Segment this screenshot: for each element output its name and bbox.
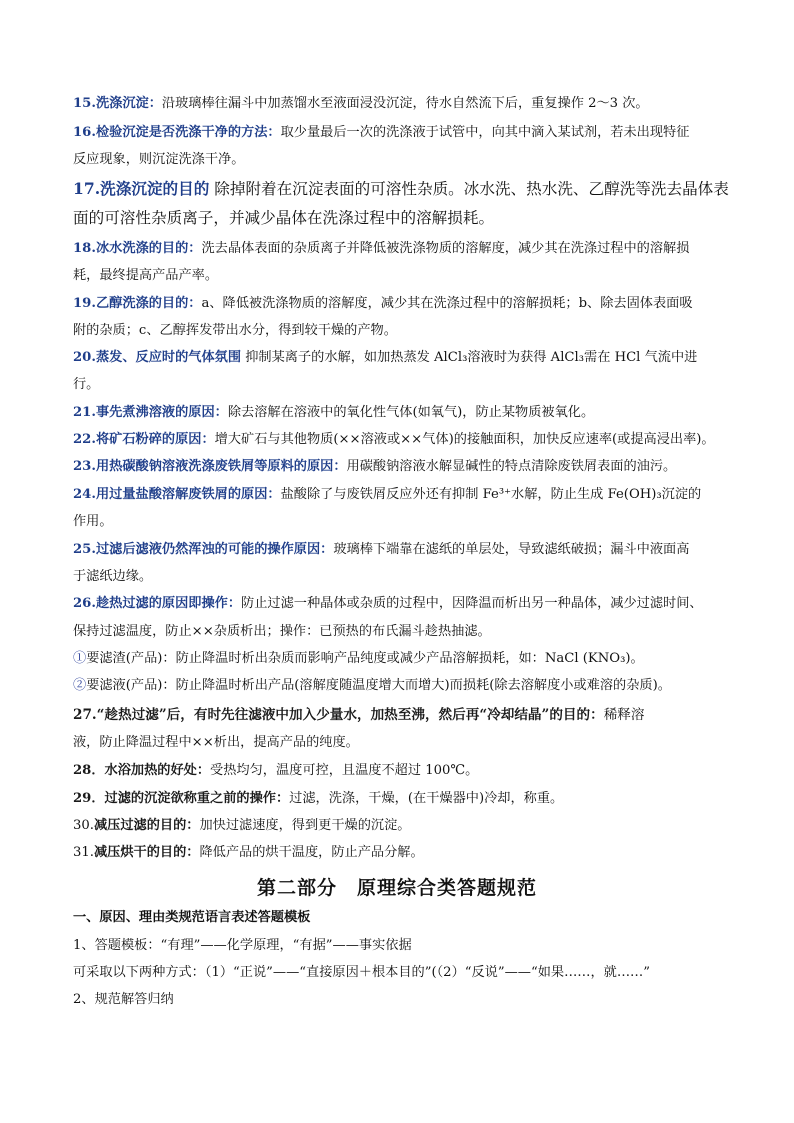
summary-heading: 2、规范解答归纳 <box>73 992 174 1007</box>
item-17: 17.洗涤沉淀的目的 除掉附着在沉淀表面的可溶性杂质。冰水洗、热水洗、乙醇洗等洗去晶体表 <box>73 179 729 198</box>
circled-item-1: ①要滤渣(产品)：防止降温时析出杂质而影响产品纯度或减少产品溶解损耗，如：NaCl (KNO₃)。 <box>73 651 644 666</box>
circled-item-2: ②要滤液(产品)：防止降温时析出产品(溶解度随温度增大而增大)而损耗(除去溶解度小或难溶的杂质)。 <box>73 678 671 693</box>
section-title: 第二部分 原理综合类答题规范 <box>256 877 537 899</box>
item-25: 25.过滤后滤液仍然浑浊的可能的操作原因：玻璃棒下端靠在滤纸的单层处，导致滤纸破损；漏斗中液面高 <box>73 542 690 557</box>
item-20-cont: 行。 <box>73 377 100 392</box>
item-31: 31.减压烘干的目的：降低产品的烘干温度，防止产品分解。 <box>73 845 424 860</box>
item-16-cont: 反应现象，则沉淀洗涤干净。 <box>73 152 245 167</box>
item-27-cont: 液，防止降温过程中××析出，提高产品的纯度。 <box>73 735 359 750</box>
template-paragraph: 1、答题模板：“有理”——化学原理，“有据”——事实依据 <box>73 938 412 953</box>
item-15: 15.洗涤沉淀：沿玻璃棒往漏斗中加蒸馏水至液面浸没沉淀，待水自然流下后，重复操作 2～3 次。 <box>73 96 649 111</box>
item-19-cont: 附的杂质；c、乙醇挥发带出水分，得到较干燥的产物。 <box>73 323 397 338</box>
item-27: 27.“趁热过滤”后，有时先往滤液中加入少量水，加热至沸，然后再“冷却结晶”的目的：稀释溶 <box>73 707 645 723</box>
item-24-cont: 作用。 <box>73 514 113 529</box>
item-21: 21.事先煮沸溶液的原因：除去溶解在溶液中的氧化性气体(如氧气)，防止某物质被氧化。 <box>73 405 595 420</box>
item-20: 20.蒸发、反应时的气体氛围 抑制某离子的水解，如加热蒸发 AlCl₃溶液时为获得 AlCl₃需在 HCl 气流中进 <box>73 350 698 365</box>
item-25-cont: 于滤纸边缘。 <box>73 569 153 584</box>
item-30: 30.减压过滤的目的：加快过滤速度，得到更干燥的沉淀。 <box>73 818 411 833</box>
item-26-cont: 保持过滤温度，防止××杂质析出；操作：已预热的布氏漏斗趁热抽滤。 <box>73 624 491 639</box>
item-18: 18.冰水洗涤的目的：洗去晶体表面的杂质离子并降低被洗涤物质的溶解度，减少其在洗涤过程中的溶解损 <box>73 241 690 256</box>
section-subheading: 一、原因、理由类规范语言表述答题模板 <box>73 910 311 925</box>
item-26: 26.趁热过滤的原因即操作：防止过滤一种晶体或杂质的过程中，因降温而析出另一种晶体，减少过滤时间、 <box>73 596 703 611</box>
item-18-cont: 耗，最终提高产品产率。 <box>73 268 219 283</box>
item-29: 29．过滤的沉淀欲称重之前的操作：过滤，洗涤，干燥，(在干燥器中)冷却，称重。 <box>73 791 564 806</box>
item-16: 16.检验沉淀是否洗涤干净的方法：取少量最后一次的洗涤液于试管中，向其中滴入某试剂，若未出现特征 <box>73 125 690 140</box>
item-22: 22.将矿石粉碎的原因：增大矿石与其他物质(××溶液或××气体)的接触面积，加快反应速率(或提高浸出率)。 <box>73 432 715 447</box>
item-23: 23.用热碳酸钠溶液洗涤废铁屑等原料的原因：用碳酸钠溶液水解显碱性的特点清除废铁屑表面的油污。 <box>73 459 677 474</box>
item-19: 19.乙醇洗涤的目的：a、降低被洗涤物质的溶解度，减少其在洗涤过程中的溶解损耗；b、除去固体表面吸 <box>73 296 693 311</box>
item-28: 28．水浴加热的好处：受热均匀，温度可控，且温度不超过 100℃。 <box>73 763 479 778</box>
method-paragraph: 可采取以下两种方式：（1）“正说”——“直接原因＋根本目的”(（2）“反说”——“如果……，就……” <box>73 965 650 980</box>
item-17-cont: 面的可溶性杂质离子，并减少晶体在洗涤过程中的溶解损耗。 <box>73 209 495 227</box>
item-24: 24.用过量盐酸溶解废铁屑的原因：盐酸除了与废铁屑反应外还有抑制 Fe³⁺水解，防止生成 Fe(OH)₃沉淀的 <box>73 487 702 502</box>
